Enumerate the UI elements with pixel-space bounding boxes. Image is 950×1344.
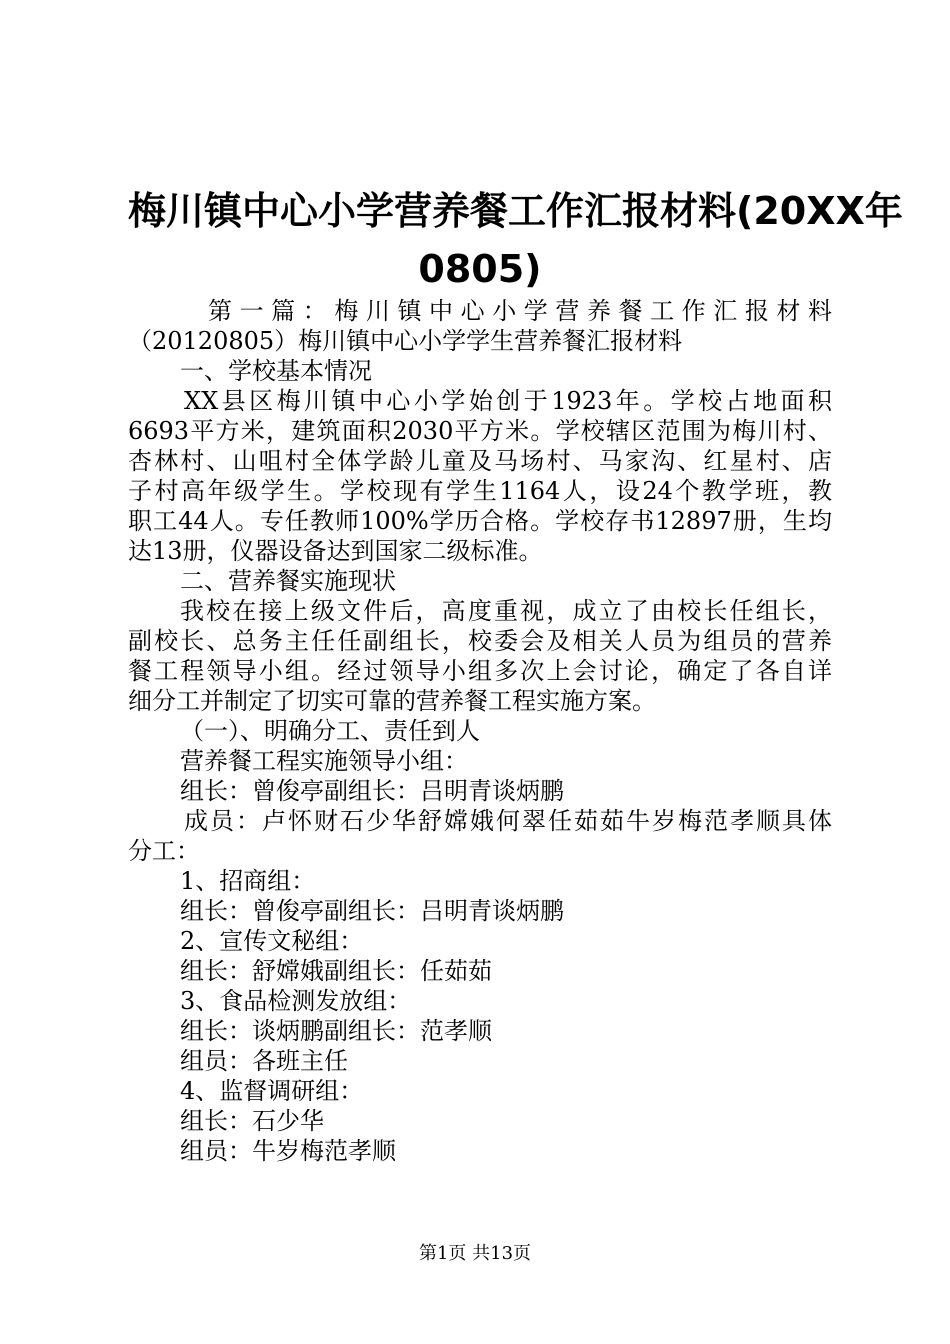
- paragraph-line: 职工44人。专任教师100%学历合格。学校存书12897册，生均: [128, 507, 832, 535]
- list-item: 组员：各班主任: [180, 1047, 348, 1075]
- list-item: 组长：谈炳鹏副组长：范孝顺: [180, 1017, 492, 1045]
- paragraph-line: 第一篇：梅川镇中心小学营养餐工作汇报材料: [208, 297, 832, 325]
- paragraph-line: 细分工并制定了切实可靠的营养餐工程实施方案。: [128, 687, 656, 715]
- paragraph-line: 分工：: [128, 837, 200, 865]
- list-item: 组员：牛岁梅范孝顺: [180, 1137, 396, 1165]
- list-item: 组长：舒嫦娥副组长：任茹茹: [180, 957, 492, 985]
- paragraph-line: 杏林村、山咀村全体学龄儿童及马场村、马家沟、红星村、店: [128, 447, 832, 475]
- paragraph-line: 餐工程领导小组。经过领导小组多次上会讨论，确定了各自详: [128, 657, 832, 685]
- document-title-line-1: 梅川镇中心小学营养餐工作汇报材料(20XX年: [128, 189, 903, 233]
- list-item: 组长：石少华: [180, 1107, 324, 1135]
- paragraph-line: 副校长、总务主任任副组长，校委会及相关人员为组员的营养: [128, 627, 832, 655]
- paragraph-line: 组长：曾俊亭副组长：吕明青谈炳鹏: [180, 777, 564, 805]
- paragraph-line: 营养餐工程实施领导小组：: [180, 747, 468, 775]
- paragraph-line: 达13册，仪器设备达到国家二级标准。: [128, 537, 543, 565]
- section-heading: 一、学校基本情况: [180, 357, 372, 385]
- document-body: [128, 296, 832, 1166]
- paragraph-line: （20120805）梅川镇中心小学学生营养餐汇报材料: [128, 327, 683, 355]
- list-item: 1、招商组：: [180, 867, 316, 895]
- subsection-heading: （一）、明确分工、责任到人: [180, 717, 480, 745]
- section-heading: 二、营养餐实施现状: [180, 567, 396, 595]
- list-item: 组长：曾俊亭副组长：吕明青谈炳鹏: [180, 897, 564, 925]
- paragraph-line: 子村高年级学生。学校现有学生1164人，设24个教学班，教: [128, 477, 832, 505]
- list-item: 2、宣传文秘组：: [180, 927, 364, 955]
- page-footer: 第1页 共13页: [418, 1243, 532, 1264]
- document-title-line-2: 0805): [418, 247, 542, 291]
- paragraph-line: 我校在接上级文件后，高度重视，成立了由校长任组长，: [180, 597, 832, 625]
- list-item: 4、监督调研组：: [180, 1077, 364, 1105]
- list-item: 3、食品检测发放组：: [180, 987, 412, 1015]
- paragraph-line: XX县区梅川镇中心小学始创于1923年。学校占地面积: [184, 387, 832, 415]
- paragraph-line: 成员：卢怀财石少华舒嫦娥何翠任茹茹牛岁梅范孝顺具体: [184, 807, 832, 835]
- paragraph-line: 6693平方米，建筑面积2030平方米。学校辖区范围为梅川村、: [128, 417, 832, 445]
